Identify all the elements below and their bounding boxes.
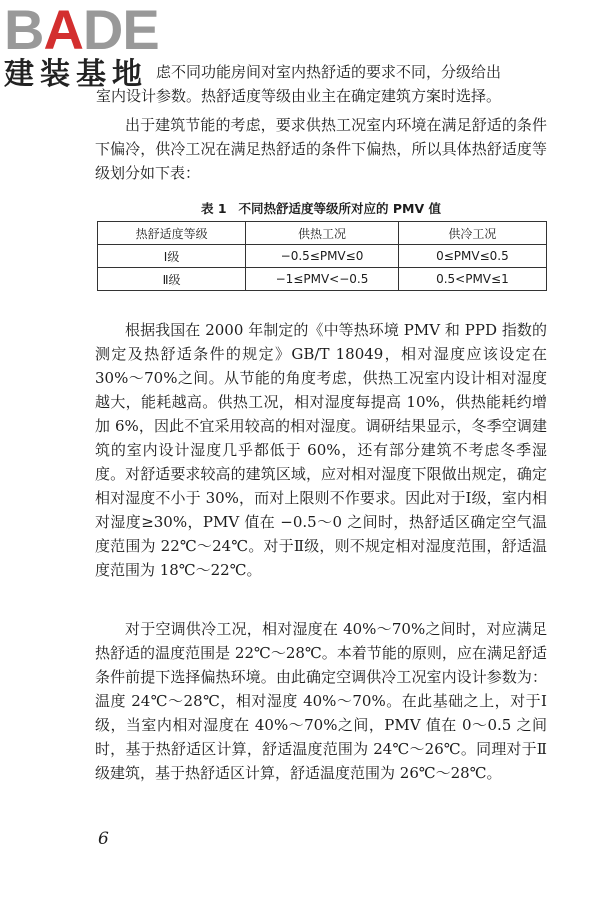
intro-line-1: 虑不同功能房间对室内热舒适的要求不同，分级给出	[156, 63, 502, 81]
cell-level: Ⅱ级	[98, 268, 246, 291]
cooling-paragraph: 对于空调供冷工况，相对湿度在 40%～70%之间时，对应满足热舒适的温度范围是 22℃～28℃。本着节能的原则，应在满足舒适条件前提下选择偏热环境。由此确定空调供冷工况室内设计参数为：温度 24℃～28℃，相对湿度 40%～70%。在此基础之上，对于Ⅰ级，当室内相对湿度在 40%～70%之间，PMV 值在 0～0.5 之间时，基于热舒适区计算，舒适温度范围为 24℃～26℃。同理对于Ⅱ级建筑，基于热舒适区计算，舒适温度范围为 26℃～28℃。	[95, 620, 547, 782]
header-level: 热舒适度等级	[98, 222, 246, 245]
energy-paragraph: 出于建筑节能的考虑，要求供热工况室内环境在满足舒适的条件下偏冷，供冷工况在满足热舒适的条件下偏热，所以具体热舒适度等级划分如下表：	[95, 116, 547, 182]
pmv-table	[97, 221, 547, 291]
cell-heating: −0.5≤PMV≤0	[246, 245, 399, 268]
cell-cooling: 0≤PMV≤0.5	[398, 245, 546, 268]
cell-cooling: 0.5<PMV≤1	[398, 268, 546, 291]
table-caption	[95, 199, 547, 217]
cell-level: Ⅰ级	[98, 245, 246, 268]
cell-heating: −1≤PMV<−0.5	[246, 268, 399, 291]
logo-mark: BADE	[4, 0, 159, 61]
table-header-row	[98, 222, 547, 245]
header-heating: 供热工况	[246, 222, 399, 245]
table-caption-number: 表 1	[200, 201, 227, 216]
header-cooling: 供冷工况	[398, 222, 546, 245]
table-caption-title: 不同热舒适度等级所对应的 PMV 值	[238, 201, 442, 216]
humidity-paragraph: 根据我国在 2000 年制定的《中等热环境 PMV 和 PPD 指数的测定及热舒适条件的规定》GB/T 18049，相对湿度应该设定在 30%～70%之间。从节能的角度考虑，供热工况室内设计相对湿度越大，能耗越高。供热工况，相对湿度每提高 10%，供热能耗约增加 6%，因此不宜采用较高的相对湿度。调研结果显示，冬季空调建筑的室内设计湿度几乎都低于 60%，还有部分建筑不考虑冬季湿度。对舒适要求较高的建筑区域，应对相对湿度下限做出规定，确定相对湿度不小于 30%，而对上限则不作要求。因此对于Ⅰ级，室内相对湿度≥30%，PMV 值在 −0.5～0 之间时，热舒适区确定空气温度范围为 22℃～24℃。对于Ⅱ级，则不规定相对湿度范围，舒适温度范围为 18℃～22℃。	[95, 321, 547, 579]
table-row	[98, 245, 547, 268]
logo-subtitle: 建装基地	[4, 57, 148, 92]
intro-line-2: 室内设计参数。热舒适度等级由业主在确定建筑方案时选择。	[96, 87, 502, 105]
intro-paragraph	[96, 60, 548, 108]
page-number: 6	[98, 829, 109, 849]
table-row	[98, 268, 547, 291]
